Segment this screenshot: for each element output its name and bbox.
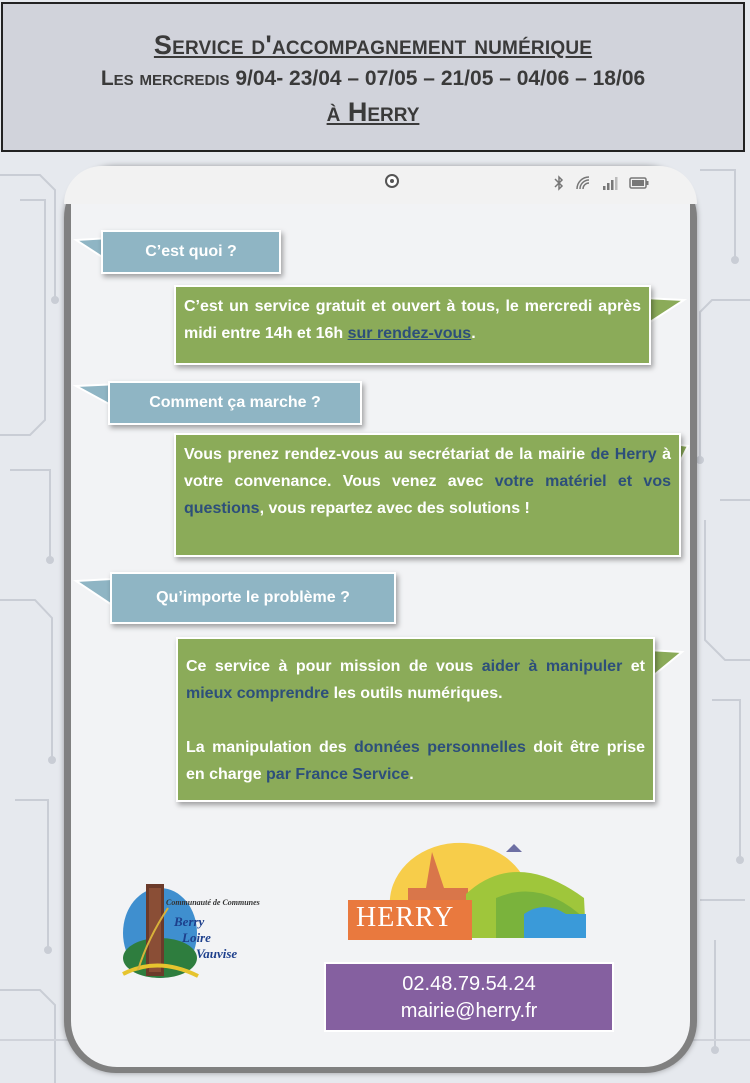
place-line: à Herry (326, 97, 420, 127)
phone-status-bar (64, 166, 697, 204)
email-address[interactable]: mairie@herry.fr (400, 1000, 538, 1022)
herry-logo-text: HERRY (356, 902, 455, 933)
question-bubble-3: Qu’importe le problème ? (110, 572, 396, 624)
dates-line: Les mercredis 9/04- 23/04 – 07/05 – 21/05 – 04/06 – 18/06 (100, 67, 646, 90)
header-banner (1, 2, 745, 152)
rendez-vous-link[interactable]: sur rendez-vous (347, 325, 472, 342)
question-bubble-1: C’est quoi ? (101, 230, 281, 274)
ccblv-logo: Communauté de Communes Berry Loire Vauvise (118, 878, 288, 986)
question-bubble-2: Comment ça marche ? (108, 381, 362, 425)
contact-box (324, 962, 614, 1032)
herry-logo (346, 838, 594, 944)
wifi-icon (575, 175, 591, 191)
page-title: Service d'accompagnement numérique (153, 30, 593, 60)
answer-bubble-2: Vous prenez rendez-vous au secrétariat de la mairie de Herry à votre convenance. Vous venez avec votre matériel et vos questions, vous repartez avec des solutions ! (174, 433, 681, 557)
signal-icon (602, 175, 618, 191)
answer-bubble-3: Ce service à pour mission de vous aider à manipuler et mieux comprendre les outils numériques. La manipulation des données personnelles doit être prise en charge par France Service. (176, 637, 655, 802)
battery-icon (629, 177, 649, 189)
bluetooth-icon (554, 175, 564, 191)
phone-number[interactable]: 02.48.79.54.24 (402, 973, 536, 995)
camera-icon (385, 174, 399, 188)
answer-bubble-1: C’est un service gratuit et ouvert à tous, le mercredi après midi entre 14h et 16h sur rendez-vous. (174, 285, 651, 365)
